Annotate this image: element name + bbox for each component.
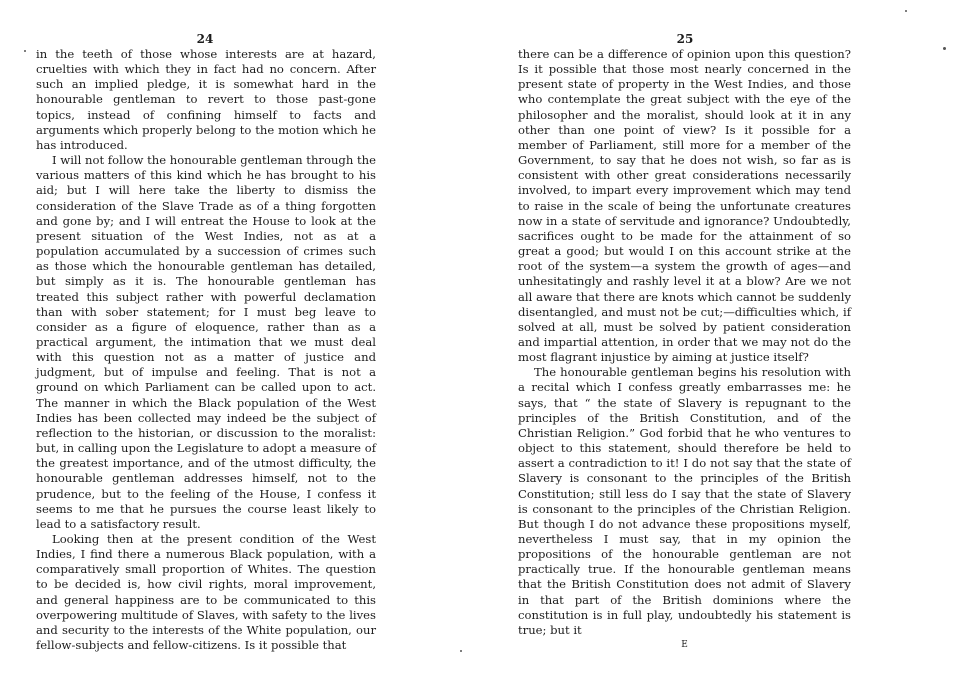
paragraph: I will not follow the honourable gentleman through the various matters of this kind which he has brought to his aid; but I will here take the liberty to dismiss the consideration of the Slave Trade as of a thing forgotten and gone by; and I will entreat the House to look at the present situation of the West Indies, not as at a population accumulated by a succession of crimes such as those which the honourable gentleman has detailed, but simply as it is. The honourable gentleman has treated this subject rather with powerful declamation than with sober statement; for I must beg leave to consider as a figure of eloquence, rather than as a practical argument, the intimation that we must deal with this question not as a matter of justice and judgment, but of impulse and feeling. That is not a ground on which Parliament can be called upon to act. The manner in which the Black population of the West Indies has been collected may indeed be the subject of reflection to the historian, or discussion to the moralist: but, in calling upon the Legislature to adopt a measure of the greatest importance, and of the utmost difficulty, the honourable gentleman addresses himself, not to the prudence, but to the feeling of the House, I confess it seems to me that he pursues the course least likely to lead to a satisfactory result. [36,153,376,531]
paragraph: The honourable gentleman begins his resolution with a recital which I confess greatly embarrasses me: he says, that “ the state of Slavery is repugnant to the principles of the British Constitution, and of the Christian Religion.” God forbid that he who ventures to object to this statement, should therefore be held to assert a contradiction to it! I do not say that the state of Slavery is consonant to the principles of the British Constitution; still less do I say that the state of Slavery is consonant to the principles of the Christian Religion. But though I do not advance these propositions myself, nevertheless I must say, that in my opinion the propositions of the honourable gentleman are not practically true. If the honourable gentleman means that the British Constitution does not admit of Slavery in that part of the British dominions where the constitution is in full play, undoubtedly his statement is true; but it [518,365,851,637]
scan-speck [460,650,462,652]
scan-speck [905,10,907,12]
page-number-right: 25 [676,32,694,46]
paragraph: there can be a difference of opinion upon this question? Is it possible that those most nearly concerned in the present state of property in the West Indies, and those who contemplate the great subject with the eye of the philosopher and the moralist, should look at it in any other than one point of view? Is it possible for a member of Parliament, still more for a member of the Government, to say that he does not wish, so far as is consistent with other great considerations necessarily involved, to impart every improvement which may tend to raise in the scale of being the unfortunate creatures now in a state of servitude and ignorance? Undoubtedly, sacrifices ought to be made for the attainment of so great a good; but would I on this account strike at the root of the system—a system the growth of ages—and unhesitatingly and rashly level it at a blow? Are we not all aware that there are knots which cannot be suddenly disentangled, and must not be cut;—difficulties which, if solved at all, must be solved by patient consideration and impartial attention, in order that we may not do the most flagrant injustice by aiming at justice itself? [518,47,851,365]
signature-mark: E [681,640,689,650]
right-page [490,0,980,684]
scan-speck [943,47,946,50]
right-page-text [518,47,851,638]
page-number-left: 24 [196,32,214,46]
paragraph: in the teeth of those whose interests are at hazard, cruelties with which they in fact had no concern. After such an implied pledge, it is somewhat hard in the honourable gentleman to revert to those past-gone topics, instead of confining himself to facts and arguments which properly belong to the motion which he has introduced. [36,47,376,152]
scan-speck [24,50,26,52]
left-page-text [36,47,376,653]
paragraph: Looking then at the present condition of the West Indies, I find there a numerous Black population, with a comparatively small proportion of Whites. The question to be decided is, how civil rights, moral improvement, and general happiness are to be communicated to this overpowering multitude of Slaves, with safety to the lives and security to the interests of the White population, our fellow-subjects and fellow-citizens. Is it possible that [36,532,376,653]
